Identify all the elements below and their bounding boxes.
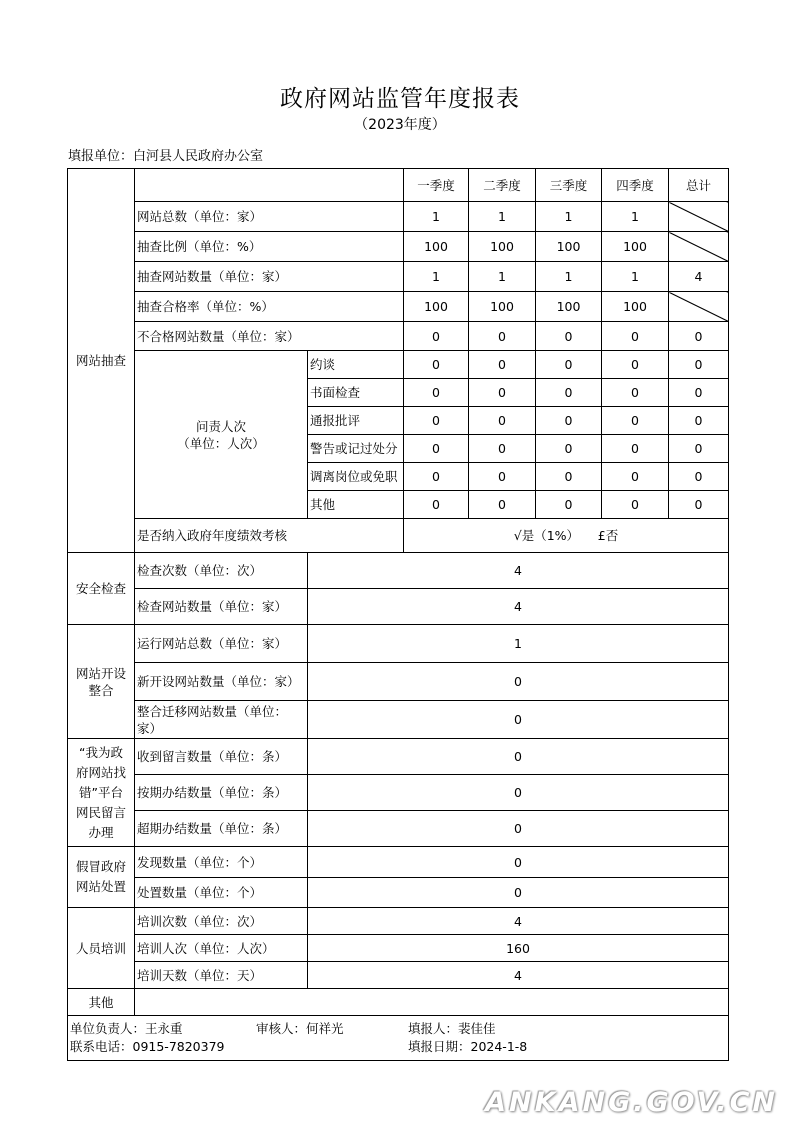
accountability-title: 问责人次 <box>195 418 246 434</box>
diagonal-cell <box>669 202 729 232</box>
accountability-unit: （单位：人次） <box>177 435 265 451</box>
q3-value: 0 <box>536 463 602 491</box>
q3-value: 1 <box>536 202 602 232</box>
q1-value: 100 <box>404 292 469 322</box>
section-error-line3: 错”平台 <box>79 784 123 800</box>
table-row <box>68 908 729 935</box>
total-value: 0 <box>669 463 729 491</box>
responsible-person: 单位负责人：王永重 <box>70 1021 183 1036</box>
table-row <box>68 935 729 962</box>
q3-value: 0 <box>536 379 602 407</box>
row-value: 0 <box>308 739 729 775</box>
table-row <box>68 775 729 811</box>
q1-value: 0 <box>404 491 469 519</box>
q2-value: 1 <box>469 202 536 232</box>
q4-value: 0 <box>602 463 669 491</box>
table-row <box>68 962 729 989</box>
q4-value: 0 <box>602 322 669 351</box>
q2-value: 0 <box>469 491 536 519</box>
contact-phone: 联系电话：0915-7820379 <box>70 1039 225 1054</box>
accountability-label <box>135 351 308 519</box>
footer <box>68 1016 729 1061</box>
q3-value: 1 <box>536 262 602 292</box>
q1-value: 1 <box>404 202 469 232</box>
q4-value: 1 <box>602 262 669 292</box>
row-label: 整合迁移网站数量（单位：家） <box>135 701 308 739</box>
row-label: 通报批评 <box>308 407 404 435</box>
q4-value: 1 <box>602 202 669 232</box>
q4-value: 0 <box>602 435 669 463</box>
row-value: 0 <box>308 878 729 908</box>
section-opening-line2: 整合 <box>88 682 114 698</box>
table-row <box>68 322 729 351</box>
table-row <box>68 589 729 625</box>
row-value: 0 <box>308 811 729 847</box>
row-value: 0 <box>308 775 729 811</box>
diagonal-cell <box>669 232 729 262</box>
report-title: 政府网站监管年度报表 <box>280 86 520 112</box>
row-label: 收到留言数量（单位：条） <box>135 739 308 775</box>
table-row <box>68 847 729 878</box>
section-inspection: 网站抽查 <box>68 169 135 553</box>
reviewer: 审核人：何祥光 <box>256 1021 344 1036</box>
row-value: 4 <box>308 553 729 589</box>
row-label: 调离岗位或免职 <box>308 463 404 491</box>
q2-value: 0 <box>469 463 536 491</box>
section-error-line2: 府网站找 <box>75 764 126 780</box>
row-label: 不合格网站数量（单位：家） <box>135 322 404 351</box>
row-value: 0 <box>308 701 729 739</box>
row-value: 4 <box>308 589 729 625</box>
table-row <box>68 262 729 292</box>
row-label: 网站总数（单位：家） <box>135 202 404 232</box>
reporting-unit: 填报单位：白河县人民政府办公室 <box>68 149 264 164</box>
section-fake-line2: 网站处置 <box>75 879 126 894</box>
section-error-line1: “我为政 <box>79 744 123 760</box>
table-row <box>68 519 729 553</box>
row-label: 约谈 <box>308 351 404 379</box>
row-label: 超期办结数量（单位：条） <box>135 811 308 847</box>
q2-value: 0 <box>469 407 536 435</box>
q3-value: 0 <box>536 322 602 351</box>
table-row <box>68 553 729 589</box>
q1-value: 0 <box>404 463 469 491</box>
table-row <box>68 701 729 739</box>
q4-value: 100 <box>602 292 669 322</box>
q2-value: 1 <box>469 262 536 292</box>
filler: 填报人：裴佳佳 <box>408 1021 496 1036</box>
row-label: 书面检查 <box>308 379 404 407</box>
q1-value: 0 <box>404 351 469 379</box>
row-label: 其他 <box>308 491 404 519</box>
row-label: 抽查比例（单位：%） <box>135 232 404 262</box>
row-label: 检查次数（单位：次） <box>135 553 308 589</box>
section-fake <box>68 847 135 908</box>
row-label: 培训次数（单位：次） <box>135 908 308 935</box>
performance-label: 是否纳入政府年度绩效考核 <box>135 519 404 553</box>
total-value: 4 <box>669 262 729 292</box>
row-label: 运行网站总数（单位：家） <box>135 625 308 663</box>
q1-value: 0 <box>404 435 469 463</box>
row-label: 处置数量（单位：个） <box>135 878 308 908</box>
row-value: 160 <box>308 935 729 962</box>
total-value: 0 <box>669 407 729 435</box>
q1-value: 1 <box>404 262 469 292</box>
section-opening <box>68 625 135 739</box>
q1-value: 0 <box>404 322 469 351</box>
section-fake-line1: 假冒政府 <box>75 859 126 874</box>
section-error-platform <box>68 739 135 847</box>
q2-value: 100 <box>469 292 536 322</box>
q2-value: 0 <box>469 351 536 379</box>
table-row <box>68 811 729 847</box>
header-q3: 三季度 <box>536 169 602 202</box>
q4-value: 100 <box>602 232 669 262</box>
section-other: 其他 <box>68 989 135 1016</box>
q3-value: 100 <box>536 292 602 322</box>
q4-value: 0 <box>602 379 669 407</box>
q1-value: 100 <box>404 232 469 262</box>
q2-value: 0 <box>469 379 536 407</box>
row-label: 检查网站数量（单位：家） <box>135 589 308 625</box>
row-label: 警告或记过处分 <box>308 435 404 463</box>
header-q1: 一季度 <box>404 169 469 202</box>
diagonal-cell <box>669 292 729 322</box>
report-year: （2023年度） <box>354 117 446 133</box>
q3-value: 0 <box>536 435 602 463</box>
performance-value: √是（1%） £否 <box>404 519 729 553</box>
q3-value: 100 <box>536 232 602 262</box>
total-value: 0 <box>669 435 729 463</box>
table-row <box>68 232 729 262</box>
q1-value: 0 <box>404 407 469 435</box>
other-value <box>135 989 729 1016</box>
row-value: 4 <box>308 908 729 935</box>
table-row <box>68 202 729 232</box>
q2-value: 100 <box>469 232 536 262</box>
row-value: 4 <box>308 962 729 989</box>
section-opening-line1: 网站开设 <box>75 665 126 681</box>
row-label: 发现数量（单位：个） <box>135 847 308 878</box>
watermark: ANKANG.GOV.CN <box>485 1087 778 1118</box>
header-q2: 二季度 <box>469 169 536 202</box>
table-row <box>68 663 729 701</box>
row-value: 0 <box>308 663 729 701</box>
row-label: 培训人次（单位：人次） <box>135 935 308 962</box>
section-training: 人员培训 <box>68 908 135 989</box>
row-value: 0 <box>308 847 729 878</box>
total-value: 0 <box>669 491 729 519</box>
table-row <box>68 989 729 1016</box>
section-security: 安全检查 <box>68 553 135 625</box>
table-row <box>68 625 729 663</box>
q4-value: 0 <box>602 351 669 379</box>
report-table <box>67 168 729 1061</box>
q2-value: 0 <box>469 435 536 463</box>
row-label: 新开设网站数量（单位：家） <box>135 663 308 701</box>
footer-row <box>68 1016 729 1061</box>
header-total: 总计 <box>669 169 729 202</box>
q3-value: 0 <box>536 491 602 519</box>
header-q4: 四季度 <box>602 169 669 202</box>
q2-value: 0 <box>469 322 536 351</box>
q4-value: 0 <box>602 491 669 519</box>
section-error-line4: 网民留言 <box>75 804 126 820</box>
q3-value: 0 <box>536 351 602 379</box>
q3-value: 0 <box>536 407 602 435</box>
total-value: 0 <box>669 351 729 379</box>
q4-value: 0 <box>602 407 669 435</box>
total-value: 0 <box>669 322 729 351</box>
fill-date: 填报日期：2024-1-8 <box>408 1039 528 1054</box>
row-label: 抽查合格率（单位：%） <box>135 292 404 322</box>
row-label: 抽查网站数量（单位：家） <box>135 262 404 292</box>
table-row <box>68 292 729 322</box>
table-row <box>68 878 729 908</box>
row-value: 1 <box>308 625 729 663</box>
q1-value: 0 <box>404 379 469 407</box>
section-error-line5: 办理 <box>88 824 114 840</box>
total-value: 0 <box>669 379 729 407</box>
table-row <box>68 351 729 379</box>
table-row <box>68 739 729 775</box>
row-label: 培训天数（单位：天） <box>135 962 308 989</box>
row-label: 按期办结数量（单位：条） <box>135 775 308 811</box>
header-row <box>68 169 729 202</box>
